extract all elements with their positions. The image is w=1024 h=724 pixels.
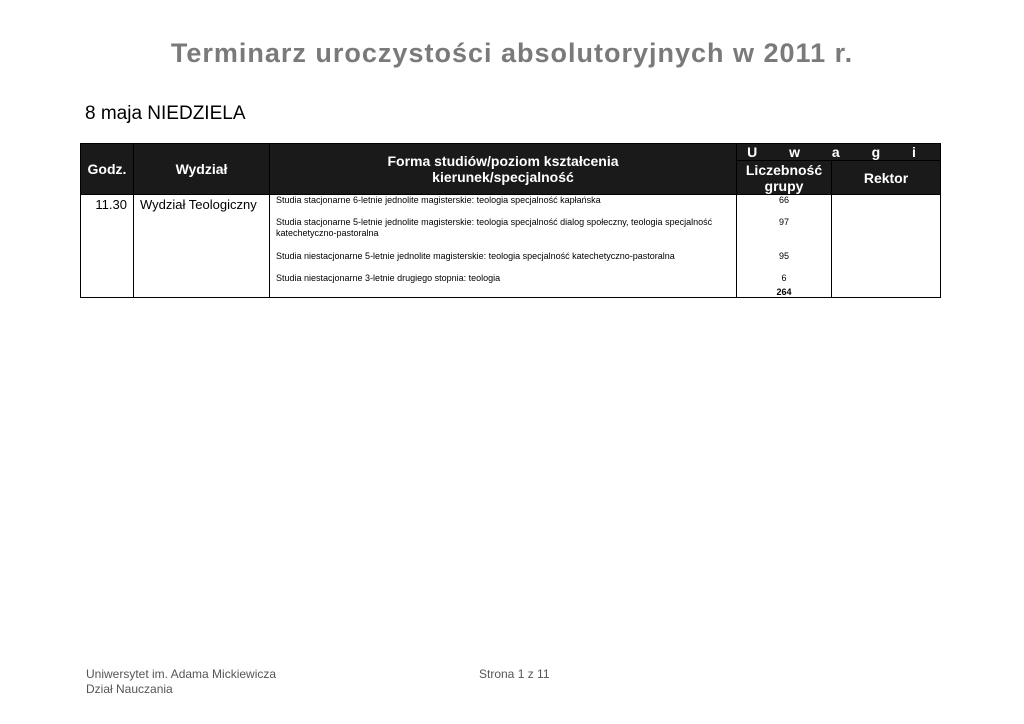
program-name: Studia stacjonarne 6-letnie jednolite magisterskie: teologia specjalność kapłańska [276,195,601,205]
footer-institution [86,667,276,697]
program-count: 97 [778,217,789,227]
total-count: 264 [776,287,792,297]
schedule-table [80,143,941,298]
header-uwagi: U w a g i [737,144,941,161]
program-name: Studia niestacjonarne 5-letnie jednolite magisterskie: teologia specjalność katechetyczno-pastoralna [276,251,675,261]
header-rector: Rektor [832,161,941,195]
day-heading: 8 maja NIEDZIELA [85,103,246,124]
row-rector [832,195,941,298]
row-hour: 11.30 [81,195,134,298]
row-faculty: Wydział Teologiczny [134,195,270,298]
header-faculty: Wydział [134,144,270,195]
document-title: Terminarz uroczystości absolutoryjnych w 2011 r. [170,38,854,68]
table-row [81,195,941,298]
footer-university: Uniwersytet im. Adama Mickiewicza [86,667,277,681]
header-forma-text: Forma studiów/poziom kształcenia kierunek/specjalność [387,153,619,185]
header-forma [270,144,737,195]
row-programs [270,195,737,298]
program-count: 66 [778,195,789,205]
header-count-text: Liczebność grupy [745,161,823,194]
footer-page-number: Strona 1 z 11 [479,667,550,681]
program-name: Studia niestacjonarne 3-letnie drugiego stopnia: teologia [276,273,501,283]
footer-department: Dział Nauczania [86,682,173,696]
header-count [737,161,832,195]
program-name: Studia stacjonarne 5-letnie jednolite magisterskie: teologia specjalność dialog społeczny, teologia specjalność katechetyczno-pastoralna [276,217,713,238]
row-counts [737,195,832,298]
program-count: 6 [781,273,787,283]
program-count: 95 [778,251,789,261]
header-hour: Godz. [81,144,134,195]
